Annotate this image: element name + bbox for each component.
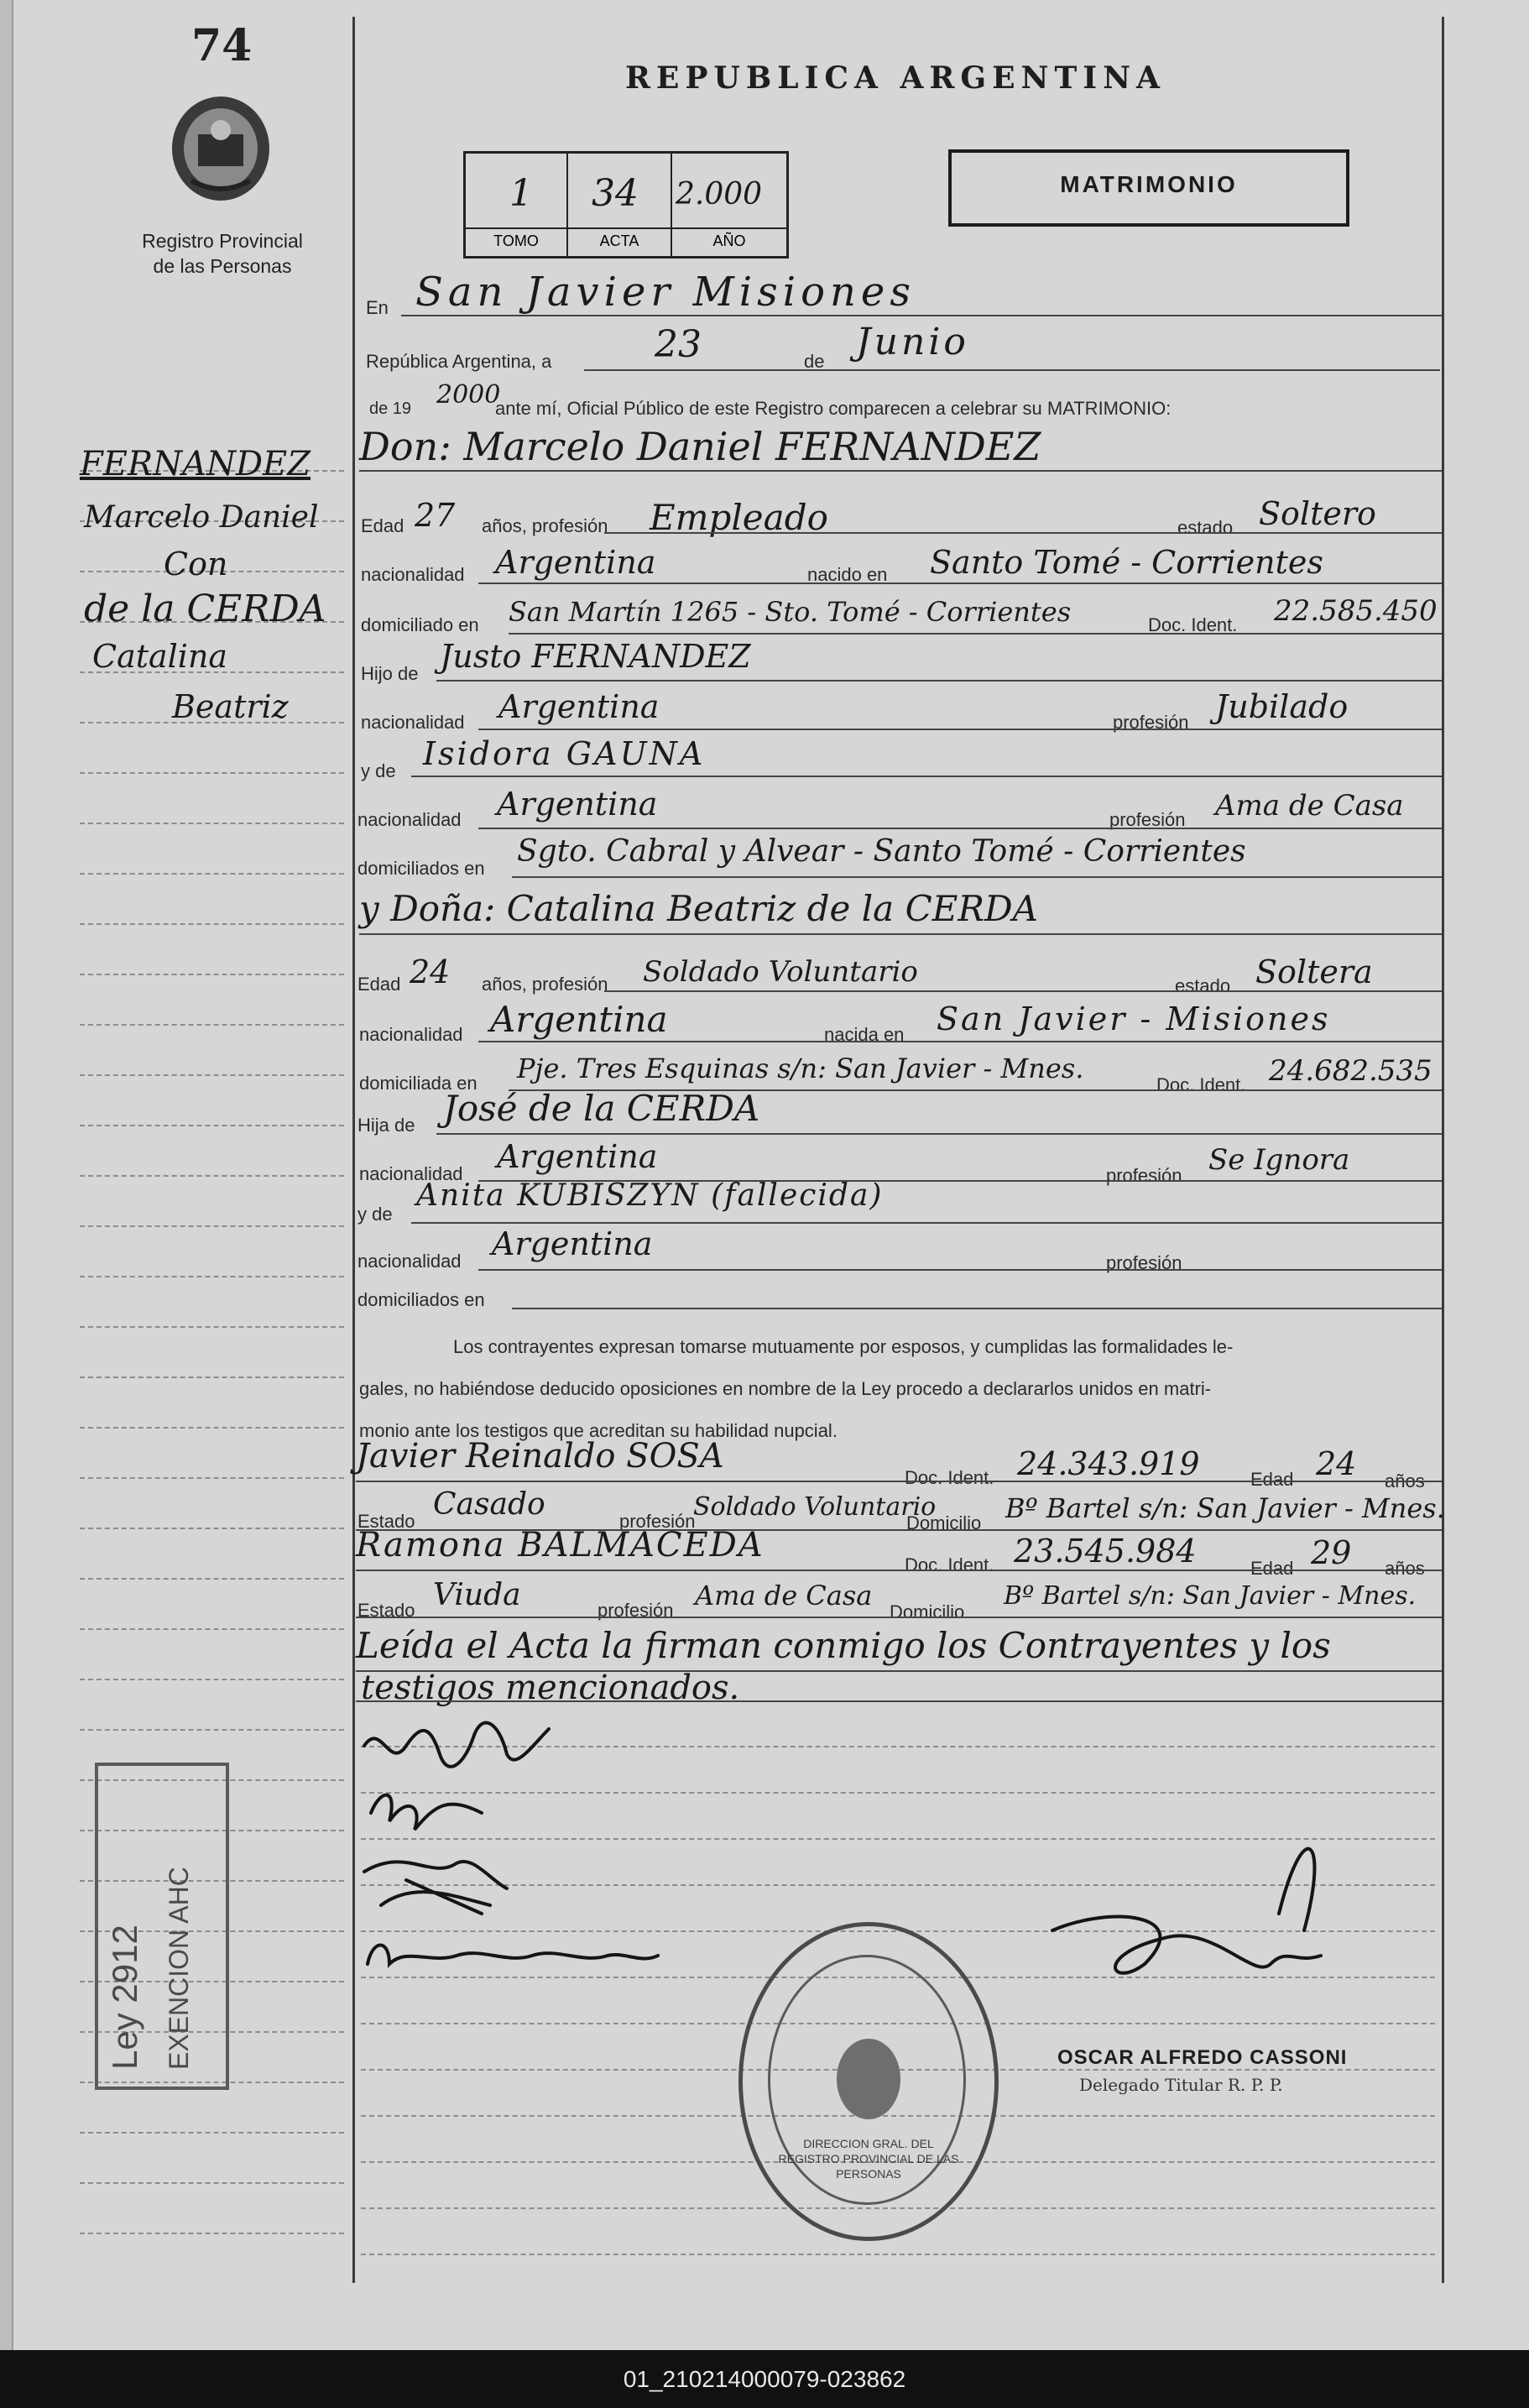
fill-line bbox=[478, 828, 1442, 829]
ano-value: 2.000 bbox=[676, 177, 763, 212]
label-anos: años bbox=[1385, 1470, 1425, 1491]
label-edad: Edad bbox=[361, 515, 404, 536]
closing-line-2: testigos mencionados. bbox=[361, 1669, 740, 1707]
fill-line bbox=[584, 369, 1440, 371]
right-frame bbox=[1442, 17, 1444, 2283]
groom-parents-address: Sgto. Cabral y Alvear - Santo Tomé - Corrientes bbox=[517, 834, 1246, 869]
fill-line bbox=[478, 1269, 1442, 1271]
provincial-crest-icon bbox=[166, 88, 275, 206]
label-hija-de: Hija de bbox=[357, 1115, 415, 1136]
label-edad-2: Edad bbox=[357, 974, 401, 995]
groom-mother-profession: Ama de Casa bbox=[1215, 789, 1404, 823]
label-doc-ident-3: Doc. Ident. bbox=[905, 1467, 994, 1488]
label-nacionalidad-3: nacionalidad bbox=[357, 809, 462, 830]
page-number: 74 bbox=[191, 20, 253, 71]
groom-nationality: Argentina bbox=[495, 544, 656, 581]
closing-line-1: Leída el Acta la firman conmigo los Contrayentes y los bbox=[356, 1625, 1331, 1666]
bride-profession: Soldado Voluntario bbox=[643, 955, 918, 989]
margin-bride-given-2: Beatriz bbox=[172, 688, 289, 725]
act-place: San Javier Misiones bbox=[415, 269, 916, 316]
bride-nationality: Argentina bbox=[490, 999, 668, 1040]
declaration-line-3: monio ante los testigos que acreditan su habilidad nupcial. bbox=[359, 1420, 838, 1441]
declaration-line-2: gales, no habiéndose deducido oposiciones en nombre de la Ley procedo a declararlos unidos en matri- bbox=[359, 1378, 1212, 1399]
adjacent-page-edge bbox=[0, 0, 13, 2350]
fill-line bbox=[356, 1617, 1442, 1618]
groom-mother: Isidora GAUNA bbox=[423, 735, 706, 772]
fill-line bbox=[359, 470, 1442, 472]
acta-label: ACTA bbox=[599, 232, 639, 249]
label-nacionalidad-6: nacionalidad bbox=[357, 1251, 462, 1272]
tomo-value: 1 bbox=[509, 172, 533, 215]
bride-name: y Doña: Catalina Beatriz de la CERDA bbox=[359, 888, 1038, 929]
label-edad-4: Edad bbox=[1250, 1558, 1294, 1579]
acta-value: 34 bbox=[592, 172, 639, 215]
label-profesion-3: profesión bbox=[1106, 1165, 1182, 1186]
witness2-profession: Ama de Casa bbox=[695, 1580, 873, 1611]
groom-birthplace: Santo Tomé - Corrientes bbox=[930, 544, 1323, 581]
fill-line bbox=[604, 532, 1442, 534]
fill-line bbox=[411, 1222, 1442, 1224]
label-profesion-4: profesión bbox=[1106, 1252, 1182, 1273]
fill-line bbox=[436, 1133, 1442, 1135]
fill-line bbox=[411, 776, 1442, 777]
label-doc-ident: Doc. Ident. bbox=[1148, 614, 1238, 635]
label-domiciliados-en: domiciliados en bbox=[357, 858, 485, 879]
witness2-name: Ramona BALMACEDA bbox=[356, 1526, 764, 1564]
seal-emblem-icon bbox=[837, 2039, 900, 2119]
bride-father-nationality: Argentina bbox=[497, 1138, 658, 1175]
fill-line bbox=[356, 1570, 1442, 1571]
fill-line bbox=[509, 633, 1442, 635]
groom-address: San Martín 1265 - Sto. Tomé - Corrientes bbox=[509, 596, 1072, 628]
witness1-age: 24 bbox=[1316, 1445, 1357, 1482]
groom-age: 27 bbox=[415, 497, 456, 534]
margin-bride-surname: de la CERDA bbox=[84, 588, 326, 630]
groom-profession: Empleado bbox=[650, 497, 828, 538]
label-estado-3: Estado bbox=[357, 1511, 415, 1532]
label-nacido-en: nacido en bbox=[807, 564, 888, 585]
label-domiciliado-en: domiciliado en bbox=[361, 614, 479, 635]
label-nacionalidad-5: nacionalidad bbox=[359, 1163, 463, 1184]
groom-doc: 22.585.450 bbox=[1274, 594, 1438, 628]
label-y-de: y de bbox=[361, 760, 396, 781]
bride-birthplace: San Javier - Misiones bbox=[937, 1000, 1331, 1037]
fill-line bbox=[512, 876, 1442, 878]
bride-status: Soltera bbox=[1255, 953, 1373, 990]
bride-mother-nationality: Argentina bbox=[492, 1225, 653, 1262]
label-anos-profesion-2: años, profesión bbox=[482, 974, 608, 995]
witness1-signature-icon bbox=[364, 1862, 507, 1914]
bride-doc: 24.682.535 bbox=[1269, 1054, 1432, 1088]
act-day: 23 bbox=[655, 323, 702, 366]
fill-line bbox=[478, 1041, 1442, 1042]
label-estado-4: Estado bbox=[357, 1600, 415, 1621]
seal-text: DIRECCION GRAL. DEL REGISTRO PROVINCIAL DE LAS PERSONAS bbox=[778, 2137, 959, 2181]
label-de: de bbox=[804, 351, 825, 372]
label-domicilio-2: Domicilio bbox=[890, 1601, 965, 1622]
act-month: Junio bbox=[856, 321, 969, 363]
margin-bride-given-1: Catalina bbox=[92, 638, 228, 675]
book-reference-box bbox=[463, 151, 789, 259]
witness1-name: Javier Reinaldo SOSA bbox=[356, 1437, 724, 1476]
bride-signature-icon bbox=[371, 1795, 482, 1830]
label-profesion-2: profesión bbox=[1109, 809, 1186, 830]
groom-father-nationality: Argentina bbox=[498, 688, 660, 725]
label-hijo-de: Hijo de bbox=[361, 663, 419, 684]
country-heading: REPUBLICA ARGENTINA bbox=[625, 60, 1166, 96]
registry-name bbox=[109, 228, 336, 279]
label-republica: República Argentina, a bbox=[366, 351, 552, 372]
label-profesion: profesión bbox=[1113, 712, 1189, 733]
witness2-age: 29 bbox=[1311, 1534, 1352, 1571]
label-en: En bbox=[366, 297, 389, 318]
label-estado-2: estado bbox=[1175, 975, 1231, 996]
exemption-stamp bbox=[95, 1763, 229, 2090]
label-domicilio: Domicilio bbox=[906, 1512, 982, 1533]
act-type-label: MATRIMONIO bbox=[1060, 171, 1238, 197]
fill-line bbox=[512, 1308, 1442, 1309]
fill-line bbox=[478, 582, 1442, 584]
label-doc-ident-4: Doc. Ident. bbox=[905, 1554, 994, 1575]
bride-address: Pje. Tres Esquinas s/n: San Javier - Mnes. bbox=[517, 1053, 1084, 1084]
bride-father: José de la CERDA bbox=[443, 1088, 760, 1129]
fill-line bbox=[436, 680, 1442, 682]
margin-divider bbox=[352, 17, 355, 2283]
official-name: OSCAR ALFREDO CASSONI bbox=[1057, 2046, 1348, 2069]
fill-line bbox=[356, 1700, 1442, 1702]
stamp-exemption: EXENCION AHC bbox=[164, 1867, 194, 2070]
label-nacionalidad-4: nacionalidad bbox=[359, 1024, 463, 1045]
label-profesion-6: profesión bbox=[598, 1600, 674, 1621]
witness2-signature-icon bbox=[368, 1946, 658, 1965]
bride-father-profession: Se Ignora bbox=[1208, 1143, 1350, 1177]
groom-father-profession: Jubilado bbox=[1215, 688, 1349, 725]
witness2-doc: 23.545.984 bbox=[1014, 1533, 1197, 1570]
declaration-line-1: Los contrayentes expresan tomarse mutuamente por esposos, y cumplidas las formalidades le- bbox=[453, 1336, 1234, 1357]
act-year: 2000 bbox=[436, 380, 501, 410]
tomo-label: TOMO bbox=[493, 232, 539, 249]
ano-label: AÑO bbox=[712, 232, 746, 249]
fill-line bbox=[401, 315, 1442, 316]
groom-mother-nationality: Argentina bbox=[497, 786, 658, 823]
label-intro: ante mí, Oficial Público de este Registro comparecen a celebrar su MATRIMONIO: bbox=[495, 398, 1172, 419]
label-doc-ident-2: Doc. Ident. bbox=[1156, 1074, 1246, 1095]
stamp-law: Ley 2912 bbox=[105, 1925, 144, 2070]
fill-line bbox=[604, 990, 1442, 992]
groom-father: Justo FERNANDEZ bbox=[440, 638, 751, 675]
groom-signature-icon bbox=[364, 1723, 549, 1767]
fill-line bbox=[356, 1481, 1442, 1482]
official-seal bbox=[738, 1922, 999, 2241]
label-domiciliados-en-2: domiciliados en bbox=[357, 1289, 485, 1310]
witness1-doc: 24.343.919 bbox=[1017, 1445, 1200, 1482]
label-nacida-en: nacida en bbox=[824, 1024, 905, 1045]
witness1-status: Casado bbox=[433, 1487, 545, 1522]
official-signature-icon bbox=[1052, 1849, 1321, 1973]
margin-con: Con bbox=[164, 546, 228, 582]
witness2-status: Viuda bbox=[433, 1578, 521, 1612]
act-type-box bbox=[948, 149, 1349, 227]
official-title: Delegado Titular R. P. P. bbox=[1079, 2075, 1283, 2095]
label-nacionalidad-2: nacionalidad bbox=[361, 712, 465, 733]
label-edad-3: Edad bbox=[1250, 1469, 1294, 1490]
fill-line bbox=[478, 729, 1442, 730]
registry-line-2: de las Personas bbox=[153, 255, 292, 277]
label-anos-profesion: años, profesión bbox=[482, 515, 608, 536]
label-anos-2: años bbox=[1385, 1558, 1425, 1579]
label-profesion-5: profesión bbox=[619, 1511, 696, 1532]
label-estado: estado bbox=[1177, 517, 1234, 538]
witness1-address: Bº Bartel s/n: San Javier - Mnes. bbox=[1005, 1492, 1445, 1524]
label-domiciliada-en: domiciliada en bbox=[359, 1073, 477, 1094]
margin-groom-surname: FERNANDEZ bbox=[80, 445, 311, 483]
witness1-profession: Soldado Voluntario bbox=[693, 1492, 937, 1522]
registry-line-1: Registro Provincial bbox=[142, 230, 303, 252]
label-de-year: de 19 bbox=[369, 400, 412, 418]
label-y-de-2: y de bbox=[357, 1204, 393, 1225]
file-id-footer: 01_210214000079-023862 bbox=[0, 2350, 1529, 2408]
margin-groom-given: Marcelo Daniel bbox=[84, 500, 319, 535]
groom-name: Don: Marcelo Daniel FERNANDEZ bbox=[359, 424, 1041, 469]
witness2-address: Bº Bartel s/n: San Javier - Mnes. bbox=[1004, 1581, 1417, 1611]
bride-mother: Anita KUBISZYN (fallecida) bbox=[416, 1178, 884, 1213]
bride-age: 24 bbox=[410, 953, 451, 990]
groom-status: Soltero bbox=[1259, 495, 1376, 532]
fill-line bbox=[359, 933, 1442, 935]
label-nacionalidad: nacionalidad bbox=[361, 564, 465, 585]
